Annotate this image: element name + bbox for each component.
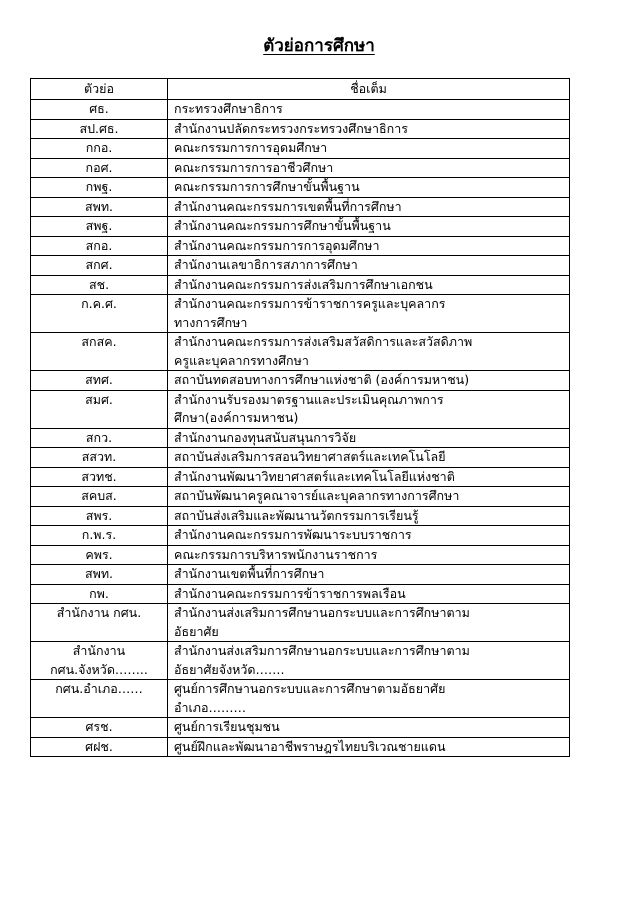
abbreviation-cell <box>31 737 168 757</box>
table-row <box>31 390 570 428</box>
table-row <box>31 139 570 159</box>
abbreviation-text: คพร. <box>85 546 113 562</box>
full-name-text: ศูนย์การศึกษานอกระบบและการศึกษาตามอัธยาศัย <box>174 681 446 696</box>
full-name-text: สำนักงานปลัดกระทรวงกระทรวงศึกษาธิการ <box>174 120 408 136</box>
abbreviation-text: สพท. <box>84 566 114 581</box>
full-name-cell <box>168 217 570 237</box>
abbreviation-cell <box>31 256 168 276</box>
table-row <box>31 506 570 526</box>
abbreviation-cell <box>31 526 168 546</box>
full-name-cell <box>168 487 570 507</box>
abbreviation-text: สทศ. <box>85 372 113 387</box>
full-name-cell <box>168 100 570 120</box>
full-name-cell <box>168 295 570 333</box>
full-name-cell <box>168 642 570 680</box>
full-name-cell <box>168 197 570 217</box>
table-row <box>31 718 570 738</box>
abbreviation-cell <box>31 718 168 738</box>
table-row <box>31 236 570 256</box>
full-name-cell <box>168 448 570 468</box>
abbreviation-text: สำนักงาน กศน. <box>56 605 142 620</box>
full-name-text: สถาบันส่งเสริมและพัฒนานวัตกรรมการเรียนรู้ <box>174 507 419 523</box>
full-name-cell <box>168 467 570 487</box>
abbreviation-cell <box>31 236 168 256</box>
full-name-cell <box>168 737 570 757</box>
abbreviation-text: ก.ค.ศ. <box>81 296 117 311</box>
abbreviation-cell <box>31 217 168 237</box>
column-header-full-name: ชื่อเต็ม <box>168 79 570 100</box>
full-name-cell <box>168 371 570 391</box>
abbreviation-cell <box>31 565 168 585</box>
abbreviation-cell <box>31 545 168 565</box>
full-name-cell <box>168 158 570 178</box>
abbreviation-cell <box>31 100 168 120</box>
abbreviation-text: สกอ. <box>85 237 113 253</box>
full-name-text: คณะกรรมการการศึกษาขั้นพื้นฐาน <box>174 179 360 194</box>
abbreviation-cell <box>31 295 168 333</box>
full-name-cell <box>168 333 570 371</box>
full-name-text: สำนักงานส่งเสริมการศึกษานอกระบบและการศึกษาตาม <box>174 605 470 620</box>
full-name-text: คณะกรรมการการอาชีวศึกษา <box>174 159 334 175</box>
table-row <box>31 565 570 585</box>
full-name-text: สำนักงานพัฒนาวิทยาศาสตร์และเทคโนโลยีแห่งชาติ <box>174 468 455 484</box>
full-name-text: สำนักงานคณะกรรมการการอุดมศึกษา <box>174 237 380 253</box>
table-row <box>31 428 570 448</box>
abbreviation-text: สมศ. <box>85 391 113 407</box>
abbreviation-text: กศน.จังหวัด…….. <box>50 661 148 677</box>
full-name-text: กระทรวงศึกษาธิการ <box>174 101 283 116</box>
abbreviation-text: สพร. <box>85 507 113 523</box>
abbreviation-table <box>30 78 570 757</box>
abbreviation-text: กกอ. <box>85 140 113 155</box>
abbreviation-cell <box>31 604 168 642</box>
full-name-text: อัธยาศัยจังหวัด……. <box>174 661 285 677</box>
full-name-cell <box>168 526 570 546</box>
abbreviation-cell <box>31 139 168 159</box>
full-name-cell <box>168 256 570 276</box>
abbreviation-cell <box>31 275 168 295</box>
abbreviation-text: สกสค. <box>81 334 117 349</box>
page-title: ตัวย่อการศึกษา <box>263 36 375 56</box>
abbreviation-cell <box>31 584 168 604</box>
abbreviation-text: กศน.อำเภอ…… <box>55 681 143 696</box>
abbreviation-text: ศฝช. <box>85 738 113 754</box>
abbreviation-text: สป.ศธ. <box>79 120 119 136</box>
full-name-cell <box>168 680 570 718</box>
full-name-cell <box>168 718 570 738</box>
full-name-text: สถาบันพัฒนาครูคณาจารย์และบุคลากรทางการศึกษา <box>174 488 460 503</box>
full-name-text: ศูนย์ฝึกและพัฒนาอาชีพราษฎรไทยบริเวณชายแดน <box>174 738 446 754</box>
table-row <box>31 642 570 680</box>
full-name-cell <box>168 178 570 198</box>
abbreviation-text: กพ. <box>89 585 109 601</box>
full-name-text: คณะกรรมการการอุดมศึกษา <box>174 140 328 155</box>
column-header-abbreviation: ตัวย่อ <box>31 79 168 100</box>
abbreviation-cell <box>31 642 168 680</box>
abbreviation-cell <box>31 506 168 526</box>
full-name-text: ศูนย์การเรียนชุมชน <box>174 719 280 734</box>
table-row <box>31 545 570 565</box>
full-name-text: สำนักงานเขตพื้นที่การศึกษา <box>174 566 325 581</box>
full-name-text: สำนักงานรับรองมาตรฐานและประเมินคุณภาพการ <box>174 391 444 407</box>
abbreviation-text: สำนักงาน <box>72 643 126 658</box>
abbreviation-cell <box>31 371 168 391</box>
full-name-text: สำนักงานเลขาธิการสภาการศึกษา <box>174 257 358 272</box>
full-name-cell <box>168 119 570 139</box>
abbreviation-cell <box>31 467 168 487</box>
full-name-text: คณะกรรมการบริหารพนักงานราชการ <box>174 546 378 562</box>
table-row <box>31 197 570 217</box>
full-name-text: สถาบันส่งเสริมการสอนวิทยาศาสตร์และเทคโนโลยี <box>174 449 446 464</box>
table-row <box>31 158 570 178</box>
table-header-row <box>31 79 570 100</box>
table-row <box>31 467 570 487</box>
table-row <box>31 584 570 604</box>
full-name-text: สำนักงานคณะกรรมการเขตพื้นที่การศึกษา <box>174 198 402 214</box>
full-name-text: สำนักงานคณะกรรมการข้าราชการพลเรือน <box>174 585 406 601</box>
table-row <box>31 333 570 371</box>
table-row <box>31 737 570 757</box>
abbreviation-cell <box>31 487 168 507</box>
full-name-cell <box>168 506 570 526</box>
table-row <box>31 604 570 642</box>
full-name-text: สำนักงานคณะกรรมการข้าราชการครูและบุคลากร <box>174 296 446 311</box>
table-row <box>31 448 570 468</box>
table-row <box>31 295 570 333</box>
full-name-text: สำนักงานคณะกรรมการศึกษาขั้นพื้นฐาน <box>174 218 391 233</box>
full-name-cell <box>168 604 570 642</box>
table-row <box>31 217 570 237</box>
abbreviation-text: สกศ. <box>85 257 113 272</box>
full-name-text: สำนักงานส่งเสริมการศึกษานอกระบบและการศึกษาตาม <box>174 643 470 658</box>
abbreviation-cell <box>31 333 168 371</box>
full-name-cell <box>168 584 570 604</box>
full-name-text: ทางการศึกษา <box>174 314 248 330</box>
full-name-text: อำเภอ……… <box>174 699 247 715</box>
abbreviation-cell <box>31 197 168 217</box>
table-row <box>31 178 570 198</box>
abbreviation-text: สสวท. <box>81 449 117 464</box>
full-name-cell <box>168 565 570 585</box>
full-name-text: อัธยาศัย <box>174 623 219 639</box>
full-name-cell <box>168 139 570 159</box>
abbreviation-cell <box>31 680 168 718</box>
abbreviation-cell <box>31 390 168 428</box>
abbreviation-cell <box>31 158 168 178</box>
full-name-text: ครูและบุคลากรทางศึกษา <box>174 352 309 368</box>
full-name-cell <box>168 390 570 428</box>
abbreviation-cell <box>31 119 168 139</box>
full-name-text: สำนักงานคณะกรรมการส่งเสริมการศึกษาเอกชน <box>174 276 433 292</box>
abbreviation-text: ศรช. <box>85 719 113 734</box>
abbreviation-text: สพฐ. <box>85 218 113 233</box>
full-name-text: สำนักงานคณะกรรมการส่งเสริมสวัสดิการและสวัสดิภาพ <box>174 334 473 349</box>
full-name-text: ศึกษา(องค์การมหาชน) <box>174 410 299 425</box>
abbreviation-cell <box>31 448 168 468</box>
table-row <box>31 526 570 546</box>
full-name-cell <box>168 545 570 565</box>
abbreviation-text: ศธ. <box>89 101 109 116</box>
abbreviation-text: สพท. <box>84 198 114 214</box>
full-name-text: สำนักงานคณะกรรมการพัฒนาระบบราชการ <box>174 527 412 542</box>
abbreviation-text: สวทช. <box>81 468 117 484</box>
full-name-cell <box>168 428 570 448</box>
abbreviation-text: กอศ. <box>85 159 113 175</box>
table-row <box>31 680 570 718</box>
full-name-cell <box>168 236 570 256</box>
full-name-text: สถาบันทดสอบทางการศึกษาแห่งชาติ (องค์การมหาชน) <box>174 372 470 387</box>
table-row <box>31 119 570 139</box>
abbreviation-text: สช. <box>88 276 110 292</box>
table-row <box>31 371 570 391</box>
table-row <box>31 256 570 276</box>
abbreviation-text: สกว. <box>85 429 113 445</box>
abbreviation-text: ก.พ.ร. <box>81 527 117 542</box>
table-row <box>31 275 570 295</box>
full-name-cell <box>168 275 570 295</box>
abbreviation-text: สคบส. <box>81 488 117 503</box>
abbreviation-cell <box>31 428 168 448</box>
table-row <box>31 487 570 507</box>
abbreviation-cell <box>31 178 168 198</box>
abbreviation-text: กพฐ. <box>85 179 113 194</box>
full-name-text: สำนักงานกองทุนสนับสนุนการวิจัย <box>174 429 357 445</box>
table-body <box>31 100 570 757</box>
table-row <box>31 100 570 120</box>
